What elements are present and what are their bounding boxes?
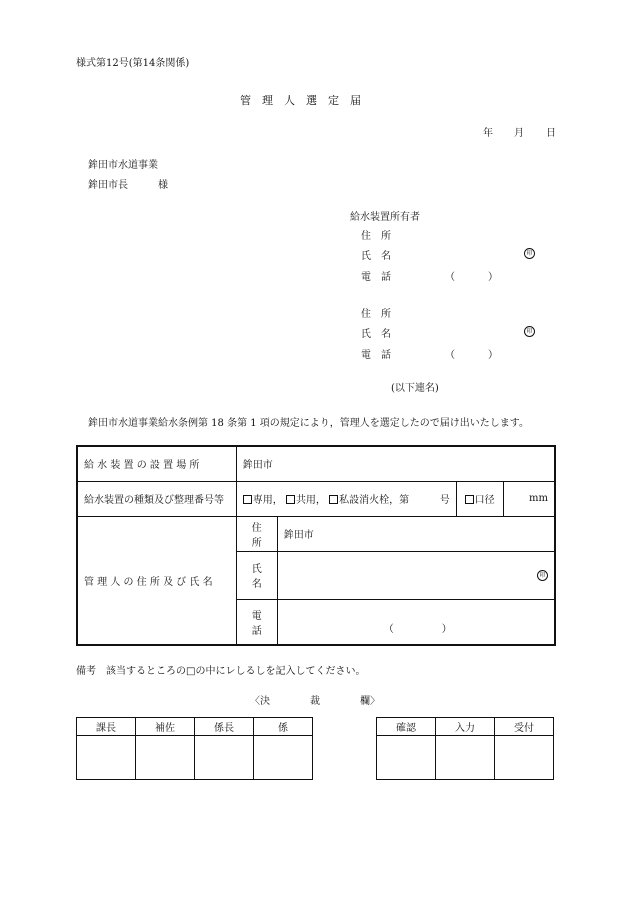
seal-icon: 印 [524, 248, 535, 259]
owner1-name-label: 氏 名 [361, 251, 391, 262]
approval-stamp-cell[interactable] [377, 736, 436, 780]
main-table [76, 445, 556, 646]
date-day-label: 日 [546, 128, 556, 139]
option-fire-hydrant-label: 私設消火栓，第 [339, 495, 410, 506]
approval-header-input: 入力 [436, 718, 495, 736]
manager-name-label: 氏 名 [236, 551, 277, 599]
addressee-line2: 鉾田市長 [88, 180, 128, 191]
approval-stamp-cell[interactable] [136, 736, 195, 780]
manager-address-value[interactable]: 鉾田市 [277, 516, 555, 551]
approval-header-subsection-chief: 係長 [195, 718, 254, 736]
option-shared-label: 共用， [295, 495, 326, 506]
option-private-label: 専用， [252, 495, 283, 506]
form-number: 様式第12号(第14条関係) [76, 58, 190, 69]
manager-label: 管 理 人 の 住 所 及 び 氏 名 [77, 516, 236, 645]
seal-icon: 印 [537, 570, 548, 581]
addressee-line1: 鉾田市水道事業 [88, 160, 158, 171]
remarks-text: 備考 該当するところの□の中にレしるしを記入してください。 [76, 666, 366, 677]
owner2-phone-paren-close: ） [488, 350, 498, 361]
owner1-phone-paren-open: （ [445, 272, 455, 283]
owner2-phone-paren-open: （ [445, 350, 455, 361]
owner1-phone-paren-close: ） [488, 272, 498, 283]
date-year-label: 年 [483, 128, 493, 139]
phone-paren-close: ） [441, 624, 452, 636]
device-type-options [236, 481, 456, 516]
approval-table-right [376, 717, 554, 780]
manager-phone-value[interactable] [277, 599, 555, 645]
diameter-unit: mm [503, 481, 555, 516]
approval-stamp-cell[interactable] [436, 736, 495, 780]
manager-phone-label: 電 話 [236, 599, 277, 645]
owner1-seal [524, 247, 535, 259]
approval-title: 〈決 裁 欄〉 [250, 696, 380, 707]
owner2-name-label: 氏 名 [361, 329, 391, 340]
checkbox-shared[interactable] [286, 495, 295, 504]
statement-text: 鉾田市水道事業給水条例第 18 条第 1 項の規定により，管理人を選定したので届け出いたします。 [88, 418, 530, 429]
manager-name-value[interactable] [277, 551, 555, 599]
approval-stamp-cell[interactable] [77, 736, 136, 780]
approval-header-assistant: 補佐 [136, 718, 195, 736]
approval-header-staff: 係 [254, 718, 313, 736]
checkbox-private[interactable] [243, 495, 252, 504]
continuation-note: (以下連名) [391, 383, 439, 394]
checkbox-fire-hydrant[interactable] [329, 495, 338, 504]
approval-header-confirm: 確認 [377, 718, 436, 736]
approval-stamp-cell[interactable] [195, 736, 254, 780]
approval-table-left [76, 717, 313, 780]
manager-address-label: 住 所 [236, 516, 277, 551]
phone-paren-open: （ [383, 624, 394, 636]
checkbox-diameter[interactable] [465, 495, 474, 504]
installation-location-label: 給 水 装 置 の 設 置 場 所 [77, 446, 236, 481]
approval-stamp-cell[interactable] [495, 736, 554, 780]
date-month-label: 月 [514, 128, 524, 139]
owner2-seal [524, 325, 535, 337]
owner1-phone-label: 電 話 [361, 272, 391, 283]
owner2-address-label: 住 所 [361, 309, 391, 320]
owner-heading: 給水装置所有者 [350, 212, 420, 223]
page-title: 管 理 人 選 定 届 [240, 94, 361, 107]
approval-header-section-chief: 課長 [77, 718, 136, 736]
owner1-address-label: 住 所 [361, 231, 391, 242]
number-suffix: 号 [439, 495, 450, 506]
diameter-label: 口径 [474, 495, 495, 506]
approval-stamp-cell[interactable] [254, 736, 313, 780]
owner2-phone-label: 電 話 [361, 350, 391, 361]
device-type-label: 給水装置の種類及び整理番号等 [77, 481, 236, 516]
addressee-honorific: 様 [158, 180, 168, 191]
approval-header-received: 受付 [495, 718, 554, 736]
seal-icon: 印 [524, 326, 535, 337]
installation-location-value[interactable]: 鉾田市 [236, 446, 555, 481]
diameter-cell [456, 481, 503, 516]
